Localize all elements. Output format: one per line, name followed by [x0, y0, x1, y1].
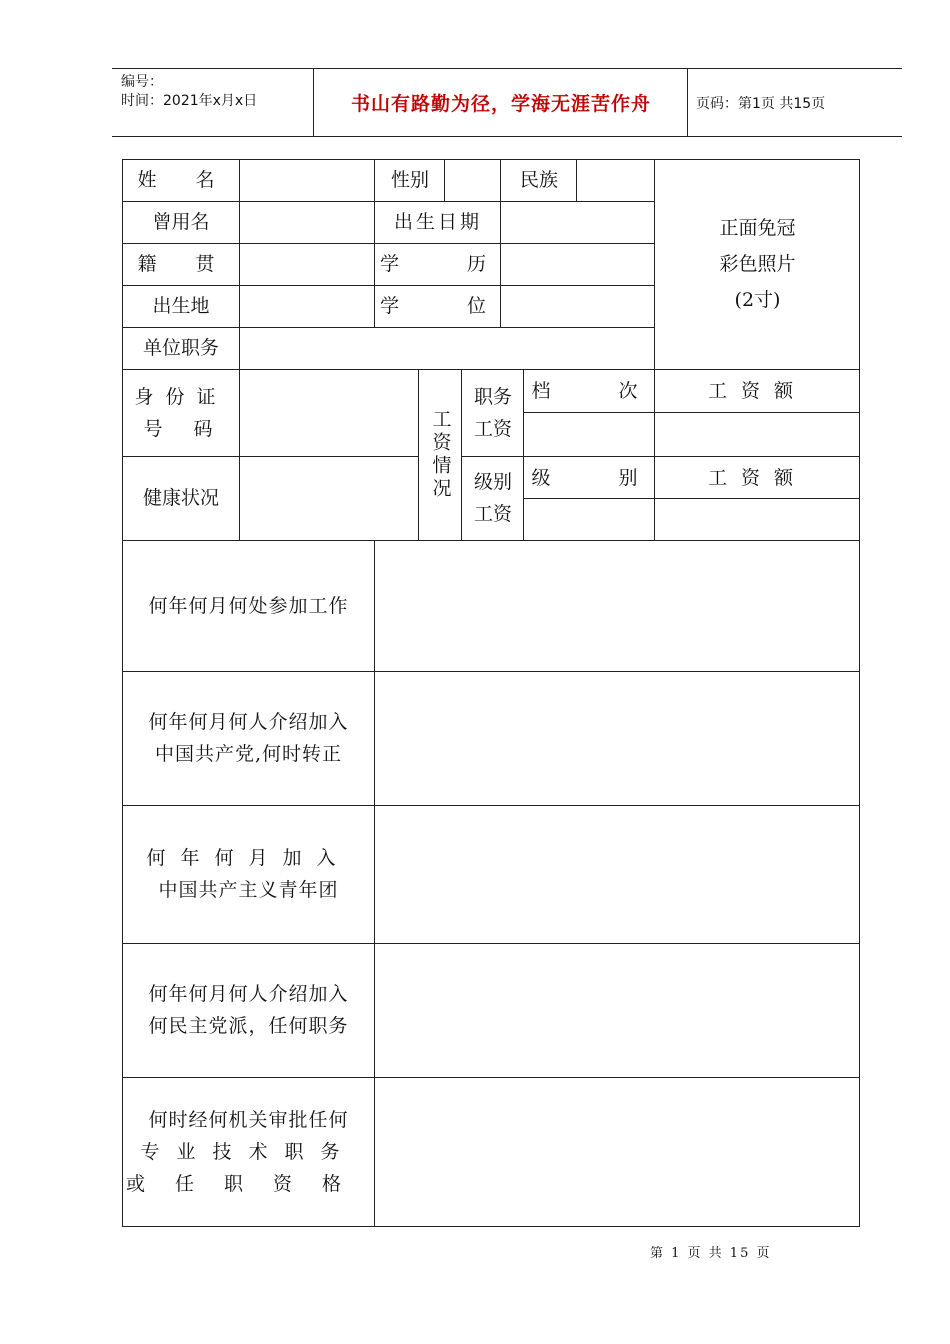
label-line: 何时经何机关审批任何 — [148, 1109, 349, 1131]
label-id-number — [122, 369, 240, 456]
label-former-name: 曾用名 — [152, 211, 210, 233]
label-rank: 级 别 — [531, 466, 648, 489]
former-name-field[interactable] — [240, 201, 375, 243]
rank-field[interactable] — [524, 499, 655, 540]
label-line: 何年何月何人介绍加入 — [148, 983, 349, 1005]
label-line: 何民主党派，任何职务 — [148, 1015, 349, 1037]
label-line: 何年何月何人介绍加入 — [148, 711, 349, 733]
label-line: 职务 — [473, 385, 512, 408]
label-line: 身份证 — [134, 385, 228, 408]
name-field[interactable] — [240, 159, 375, 201]
label-ethnicity: 民族 — [519, 169, 558, 191]
education-field[interactable] — [501, 243, 655, 285]
label-line: 工资 — [473, 417, 512, 440]
label-grade: 档 次 — [531, 379, 648, 402]
label-line: 何年何月加入 — [146, 847, 351, 869]
label-unit-position: 单位职务 — [142, 337, 219, 359]
serial-label: 编号： — [121, 74, 163, 90]
label-line: 号 码 — [143, 417, 219, 440]
label-line: 专业技术职务 — [140, 1141, 357, 1163]
join-party-field[interactable] — [375, 671, 860, 805]
photo-text-line: 彩色照片 — [719, 253, 796, 275]
rank-salary-amount-field[interactable] — [655, 499, 860, 540]
native-place-field[interactable] — [240, 243, 375, 285]
label-salary-situation: 工资情况 — [429, 408, 452, 501]
label-join-youth-league — [122, 805, 375, 943]
label-name: 姓 名 — [137, 169, 225, 191]
label-birthplace: 出生地 — [152, 295, 210, 317]
label-join-democratic-party — [122, 943, 375, 1077]
registration-form — [122, 159, 860, 1227]
professional-title-field[interactable] — [375, 1077, 860, 1227]
label-join-work: 何年何月何处参加工作 — [148, 594, 349, 617]
header-page-info: 页码：第1页 共15页 — [696, 95, 826, 112]
label-native-place: 籍 贯 — [137, 253, 225, 275]
label-line: 中国共产主义青年团 — [158, 879, 339, 901]
join-youth-league-field[interactable] — [375, 805, 860, 943]
label-line: 级别 — [473, 471, 512, 493]
label-line: 工资 — [473, 503, 512, 525]
header-motto: 书山有路勤为径，学海无涯苦作舟 — [350, 93, 651, 115]
birth-date-field[interactable] — [501, 201, 655, 243]
unit-position-field[interactable] — [240, 327, 655, 369]
join-work-field[interactable] — [375, 540, 860, 671]
label-post-salary — [462, 369, 524, 456]
label-line: 或任职资格 — [125, 1173, 371, 1195]
label-health: 健康状况 — [142, 487, 219, 509]
photo-text-line: 正面免冠 — [719, 217, 796, 239]
health-field[interactable] — [240, 456, 419, 540]
birthplace-field[interactable] — [240, 285, 375, 327]
label-rank-salary — [462, 456, 524, 540]
grade-field[interactable] — [524, 412, 655, 456]
document-header — [112, 68, 902, 137]
page-footer: 第 1 页 共 15 页 — [650, 1246, 772, 1261]
label-salary-amount: 工资额 — [707, 379, 807, 402]
label-salary-amount-2: 工资额 — [707, 466, 807, 489]
label-degree: 学 位 — [379, 295, 496, 317]
photo-text-line: (2寸) — [734, 289, 781, 311]
label-education: 学 历 — [379, 253, 496, 275]
header-meta — [121, 73, 257, 111]
ethnicity-field[interactable] — [577, 159, 655, 201]
label-professional-title — [122, 1077, 375, 1227]
degree-field[interactable] — [501, 285, 655, 327]
photo-placeholder[interactable] — [655, 159, 860, 369]
label-gender: 性别 — [390, 169, 429, 191]
gender-field[interactable] — [445, 159, 501, 201]
join-democratic-party-field[interactable] — [375, 943, 860, 1077]
post-salary-amount-field[interactable] — [655, 412, 860, 456]
id-number-field[interactable] — [240, 369, 419, 456]
label-birth-date: 出生日期 — [393, 211, 482, 233]
label-line: 中国共产党,何时转正 — [154, 743, 343, 765]
date-text: 时间：2021年x月x日 — [121, 93, 258, 109]
label-join-party — [122, 671, 375, 805]
